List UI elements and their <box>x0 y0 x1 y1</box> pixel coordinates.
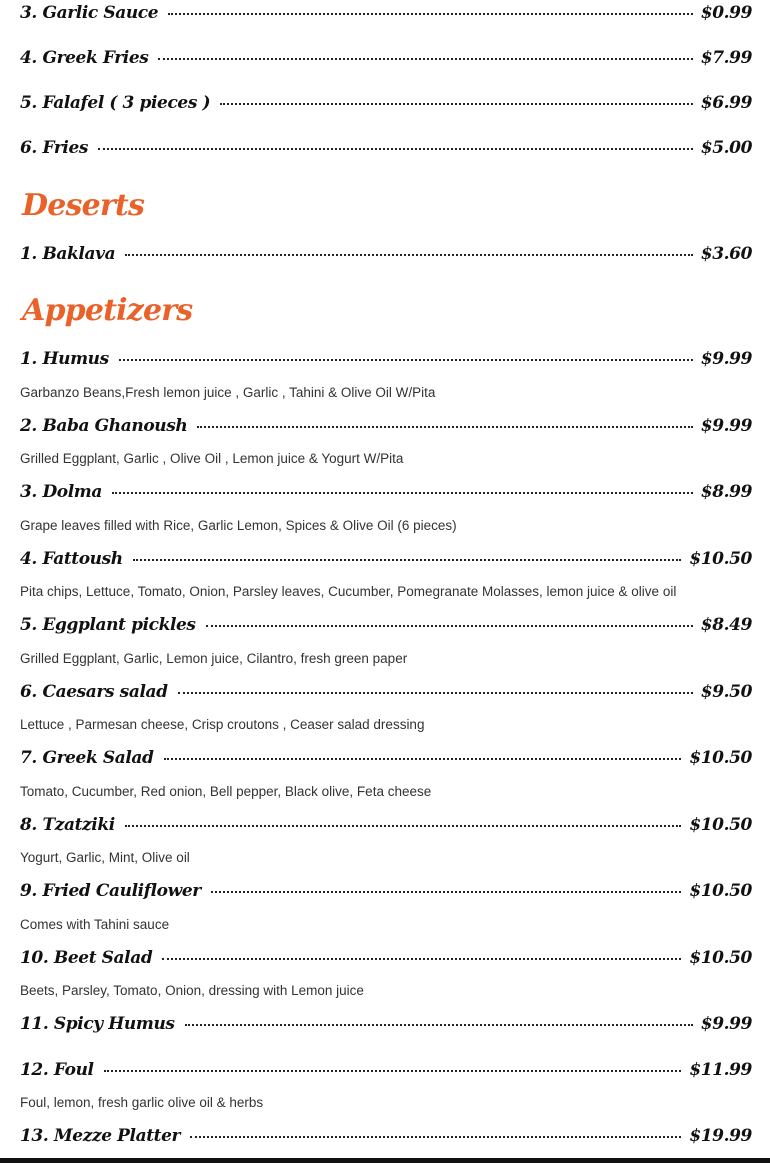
item-description: Yogurt, Garlic, Mint, Olive oil <box>20 850 190 865</box>
item-name: 4. Fattoush <box>20 549 123 569</box>
dot-leader <box>197 426 692 428</box>
menu-item <box>20 546 752 572</box>
dot-leader <box>112 492 693 494</box>
dot-leader <box>125 254 693 256</box>
item-price: $3.60 <box>700 244 752 264</box>
item-price: $10.50 <box>689 748 752 768</box>
item-price: $10.50 <box>689 948 752 968</box>
menu-item <box>20 45 752 71</box>
menu-item <box>20 679 752 705</box>
dot-leader <box>168 13 693 15</box>
menu-item <box>20 135 752 161</box>
dot-leader <box>119 359 693 361</box>
item-name: 6. Caesars salad <box>20 682 168 702</box>
menu-item <box>20 812 752 838</box>
dot-leader <box>98 148 693 150</box>
item-name: 5. Eggplant pickles <box>20 615 196 635</box>
dot-leader <box>162 958 681 960</box>
item-description: Garbanzo Beans,Fresh lemon juice , Garlic , Tahini & Olive Oil W/Pita <box>20 385 436 400</box>
item-name: 9. Fried Cauliflower <box>20 881 201 901</box>
item-name: 13. Mezze Platter <box>20 1126 181 1146</box>
item-name: 2. Baba Ghanoush <box>20 416 188 436</box>
dot-leader <box>133 559 682 561</box>
dot-leader <box>164 758 682 760</box>
item-name: 1. Baklava <box>20 244 116 264</box>
item-description: Tomato, Cucumber, Red onion, Bell pepper, Black olive, Feta cheese <box>20 784 432 799</box>
item-name: 7. Greek Salad <box>20 748 154 768</box>
dot-leader <box>190 1136 681 1138</box>
dot-leader <box>220 103 693 105</box>
bottom-border <box>0 1158 770 1163</box>
item-name: 4. Greek Fries <box>20 48 149 68</box>
section-heading-deserts: Deserts <box>22 188 145 223</box>
dot-leader <box>211 891 682 893</box>
item-price: $7.99 <box>700 48 752 68</box>
item-description: Beets, Parsley, Tomato, Onion, dressing with Lemon juice <box>20 983 364 998</box>
item-price: $9.50 <box>700 682 752 702</box>
item-name: 3. Dolma <box>20 482 103 502</box>
section-heading-appetizers: Appetizers <box>22 293 193 328</box>
item-price: $8.49 <box>700 615 752 635</box>
item-name: 3. Garlic Sauce <box>20 3 159 23</box>
item-price: $19.99 <box>689 1126 752 1146</box>
item-price: $11.99 <box>689 1060 752 1080</box>
item-price: $9.99 <box>700 416 752 436</box>
item-name: 5. Falafel ( 3 pieces ) <box>20 93 211 113</box>
menu-item <box>20 413 752 439</box>
dot-leader <box>178 692 693 694</box>
item-price: $6.99 <box>700 93 752 113</box>
item-name: 12. Foul <box>20 1060 94 1080</box>
menu-item <box>20 945 752 971</box>
item-name: 1. Humus <box>20 349 109 369</box>
item-price: $10.50 <box>689 815 752 835</box>
item-name: 8. Tzatziki <box>20 815 115 835</box>
item-price: $5.00 <box>700 138 752 158</box>
menu-item <box>20 1123 752 1149</box>
menu-item <box>20 745 752 771</box>
item-price: $0.99 <box>700 3 752 23</box>
item-price: $9.99 <box>700 1014 752 1034</box>
item-description: Comes with Tahini sauce <box>20 917 170 932</box>
menu-item <box>20 0 752 26</box>
item-name: 6. Fries <box>20 138 89 158</box>
item-name: 11. Spicy Humus <box>20 1014 175 1034</box>
dot-leader <box>206 625 693 627</box>
menu-item <box>20 878 752 904</box>
item-price: $9.99 <box>700 349 752 369</box>
item-description: Grilled Eggplant, Garlic, Lemon juice, Cilantro, fresh green paper <box>20 651 408 666</box>
menu-item <box>20 346 752 372</box>
item-description: Foul, lemon, fresh garlic olive oil & herbs <box>20 1095 264 1110</box>
menu-item <box>20 1011 752 1037</box>
dot-leader <box>104 1070 682 1072</box>
menu-item <box>20 612 752 638</box>
menu-item <box>20 479 752 505</box>
item-description: Grilled Eggplant, Garlic , Olive Oil , Lemon juice & Yogurt W/Pita <box>20 451 404 466</box>
dot-leader <box>185 1024 693 1026</box>
menu-item <box>20 241 752 267</box>
item-name: 10. Beet Salad <box>20 948 153 968</box>
dot-leader <box>125 825 682 827</box>
item-price: $10.50 <box>689 549 752 569</box>
item-price: $8.99 <box>700 482 752 502</box>
item-description: Lettuce , Parmesan cheese, Crisp croutons , Ceaser salad dressing <box>20 717 425 732</box>
dot-leader <box>158 58 692 60</box>
item-price: $10.50 <box>689 881 752 901</box>
item-description: Pita chips, Lettuce, Tomato, Onion, Parsley leaves, Cucumber, Pomegranate Molasses, lemon juice & olive oil <box>20 584 677 599</box>
menu-item <box>20 1057 752 1083</box>
item-description: Grape leaves filled with Rice, Garlic Lemon, Spices & Olive Oil (6 pieces) <box>20 518 457 533</box>
menu-item <box>20 90 752 116</box>
